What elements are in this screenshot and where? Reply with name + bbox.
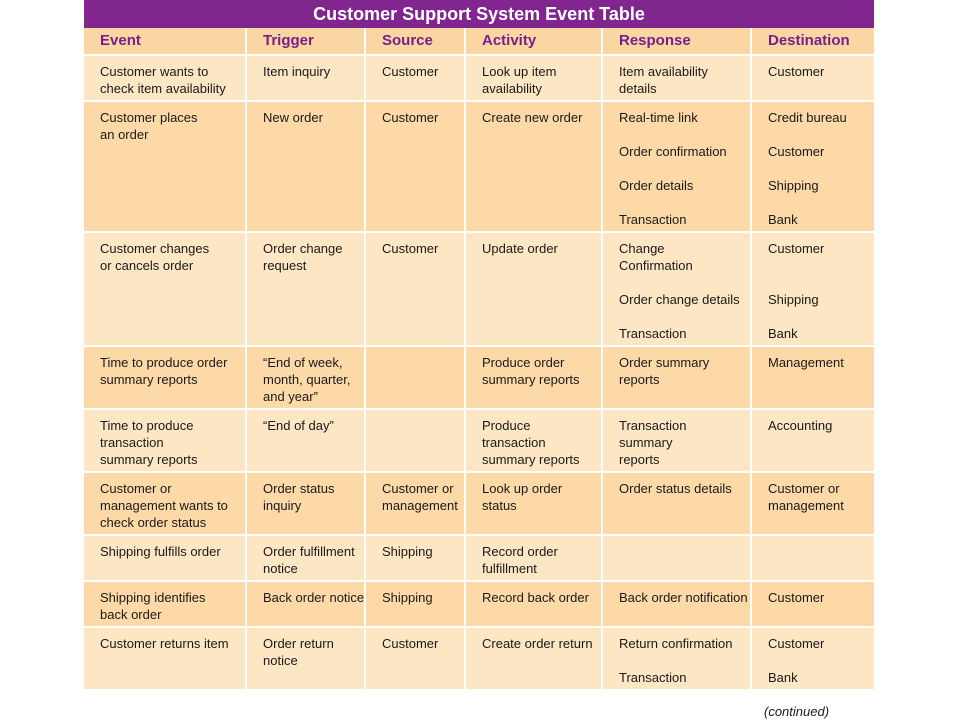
cell-response xyxy=(602,472,751,535)
cell-line: Time to produce xyxy=(100,418,194,433)
cell-line: Create order return xyxy=(482,636,593,651)
cell-trigger xyxy=(246,472,365,535)
cell-line: Customer xyxy=(382,636,439,651)
table-row xyxy=(84,409,874,472)
cell-line: Customer xyxy=(768,144,825,159)
cell-line: Shipping xyxy=(382,544,433,559)
cell-trigger xyxy=(246,409,365,472)
table-row xyxy=(84,346,874,409)
cell-entry xyxy=(619,143,744,160)
cell-source xyxy=(365,101,465,232)
cell-entry xyxy=(768,417,868,468)
cell-line: Customer xyxy=(382,64,439,79)
cell-entry xyxy=(619,177,744,194)
cell-line: Create new order xyxy=(482,110,583,125)
cell-line: Real-time link xyxy=(619,110,698,125)
cell-response xyxy=(602,55,751,101)
cell-line: notice xyxy=(263,653,298,668)
cell-line: Customer places xyxy=(100,110,198,125)
cell-line: Customer or xyxy=(768,481,840,496)
cell-line: availability xyxy=(482,81,542,96)
cell-line: Order return xyxy=(263,636,334,651)
cell-destination xyxy=(751,627,874,690)
table-body xyxy=(84,55,874,690)
cell-line: month, quarter, xyxy=(263,372,351,387)
cell-entry xyxy=(619,669,744,686)
cell-response xyxy=(602,627,751,690)
cell-line: Order fulfillment xyxy=(263,544,355,559)
cell-source xyxy=(365,535,465,581)
cell-line: Customer or xyxy=(382,481,454,496)
cell-activity xyxy=(465,535,602,581)
cell-activity xyxy=(465,409,602,472)
cell-entry xyxy=(768,240,868,274)
cell-entry xyxy=(768,177,868,194)
cell-line: Customer wants to xyxy=(100,64,209,79)
cell-source xyxy=(365,409,465,472)
cell-response xyxy=(602,409,751,472)
cell-entry xyxy=(768,63,868,97)
cell-event xyxy=(84,627,246,690)
cell-entry xyxy=(768,480,868,514)
cell-event xyxy=(84,346,246,409)
cell-source xyxy=(365,581,465,627)
cell-line: Bank xyxy=(768,212,798,227)
cell-destination xyxy=(751,472,874,535)
cell-destination xyxy=(751,346,874,409)
cell-line: Shipping identifies xyxy=(100,590,206,605)
cell-line: and year” xyxy=(263,389,318,404)
cell-line: Transaction xyxy=(619,326,687,341)
cell-line: Back order notice xyxy=(263,590,365,605)
cell-destination xyxy=(751,232,874,346)
cell-event xyxy=(84,581,246,627)
cell-line: Produce xyxy=(482,418,531,433)
cell-response xyxy=(602,101,751,232)
cell-destination xyxy=(751,409,874,472)
cell-activity xyxy=(465,346,602,409)
column-header-response: Response xyxy=(602,28,751,55)
cell-entry xyxy=(619,354,744,388)
cell-trigger xyxy=(246,101,365,232)
cell-line: Customer changes xyxy=(100,241,210,256)
cell-line: Customer xyxy=(382,110,439,125)
table-row xyxy=(84,55,874,101)
cell-line: summary xyxy=(619,435,673,450)
cell-line: Order details xyxy=(619,178,694,193)
cell-response xyxy=(602,346,751,409)
header-row xyxy=(84,28,874,55)
cell-trigger xyxy=(246,232,365,346)
cell-source xyxy=(365,472,465,535)
cell-entry xyxy=(619,211,744,228)
cell-line: Back order notification xyxy=(619,590,748,605)
cell-line: Look up order xyxy=(482,481,563,496)
cell-line: Transaction xyxy=(619,418,687,433)
column-header-destination: Destination xyxy=(751,28,874,55)
table-row xyxy=(84,581,874,627)
cell-entry xyxy=(619,109,744,126)
cell-activity xyxy=(465,627,602,690)
cell-line: Accounting xyxy=(768,418,833,433)
cell-line: reports xyxy=(619,372,660,387)
cell-event xyxy=(84,535,246,581)
table-row xyxy=(84,627,874,690)
cell-entry xyxy=(619,291,744,308)
cell-event xyxy=(84,472,246,535)
cell-line: Management xyxy=(768,355,844,370)
cell-response xyxy=(602,232,751,346)
cell-line: transaction xyxy=(482,435,546,450)
cell-entry xyxy=(619,240,744,274)
cell-event xyxy=(84,409,246,472)
cell-line: Shipping xyxy=(382,590,433,605)
cell-line: Confirmation xyxy=(619,258,693,273)
cell-line: Order status xyxy=(263,481,335,496)
cell-destination xyxy=(751,101,874,232)
cell-line: Shipping xyxy=(768,178,819,193)
cell-line: Customer xyxy=(768,636,825,651)
cell-line: Produce order xyxy=(482,355,565,370)
cell-destination xyxy=(751,55,874,101)
cell-line: “End of week, xyxy=(263,355,343,370)
table-row xyxy=(84,232,874,346)
cell-line: Look up item xyxy=(482,64,557,79)
cell-entry xyxy=(768,325,868,342)
cell-entry xyxy=(619,325,744,342)
cell-entry xyxy=(768,635,868,652)
cell-line: Credit bureau xyxy=(768,110,847,125)
cell-entry xyxy=(768,109,868,126)
cell-line: summary reports xyxy=(100,452,198,467)
cell-line: Order confirmation xyxy=(619,144,727,159)
cell-line: Order status details xyxy=(619,481,732,496)
cell-line: Transaction xyxy=(619,670,687,685)
cell-response xyxy=(602,535,751,581)
cell-activity xyxy=(465,472,602,535)
cell-entry xyxy=(768,589,868,606)
cell-trigger xyxy=(246,627,365,690)
cell-line: Change xyxy=(619,241,665,256)
cell-line: management xyxy=(382,498,458,513)
cell-line: summary reports xyxy=(100,372,198,387)
cell-line: details xyxy=(619,81,657,96)
cell-line: Customer returns item xyxy=(100,636,229,651)
cell-entry xyxy=(768,291,868,308)
cell-line: Transaction xyxy=(619,212,687,227)
cell-line: inquiry xyxy=(263,498,302,513)
cell-line: Order change details xyxy=(619,292,740,307)
cell-line: reports xyxy=(619,452,660,467)
cell-activity xyxy=(465,101,602,232)
cell-entry xyxy=(768,354,868,388)
cell-line: management xyxy=(768,498,844,513)
cell-line: summary reports xyxy=(482,372,580,387)
cell-source xyxy=(365,232,465,346)
table-row xyxy=(84,472,874,535)
cell-line: management wants to xyxy=(100,498,228,513)
cell-entry xyxy=(768,669,868,686)
cell-destination xyxy=(751,535,874,581)
cell-line: Customer xyxy=(382,241,439,256)
event-table xyxy=(84,0,874,691)
cell-trigger xyxy=(246,346,365,409)
event-grid xyxy=(84,28,874,691)
cell-line: summary reports xyxy=(482,452,580,467)
cell-event xyxy=(84,55,246,101)
cell-source xyxy=(365,627,465,690)
cell-entry xyxy=(619,635,744,652)
cell-line: Customer or xyxy=(100,481,172,496)
cell-line: Shipping xyxy=(768,292,819,307)
cell-destination xyxy=(751,581,874,627)
cell-entry xyxy=(619,417,744,468)
cell-line: Time to produce order xyxy=(100,355,228,370)
cell-line: Bank xyxy=(768,326,798,341)
cell-line: Shipping fulfills order xyxy=(100,544,221,559)
cell-entry xyxy=(768,211,868,228)
cell-line: back order xyxy=(100,607,162,622)
cell-entry xyxy=(768,143,868,160)
cell-line: or cancels order xyxy=(100,258,194,273)
cell-line: Item availability xyxy=(619,64,708,79)
cell-line: Customer xyxy=(768,590,825,605)
cell-line: Order summary xyxy=(619,355,710,370)
cell-line: Record back order xyxy=(482,590,589,605)
cell-line: New order xyxy=(263,110,323,125)
cell-line: Customer xyxy=(768,64,825,79)
cell-source xyxy=(365,55,465,101)
cell-line: request xyxy=(263,258,307,273)
cell-entry xyxy=(619,63,744,97)
table-title: Customer Support System Event Table xyxy=(84,0,874,28)
cell-event xyxy=(84,232,246,346)
continued-note: (continued) xyxy=(764,704,830,719)
cell-trigger xyxy=(246,535,365,581)
cell-activity xyxy=(465,581,602,627)
cell-line: Record order xyxy=(482,544,558,559)
cell-line: Customer xyxy=(768,241,825,256)
cell-line: notice xyxy=(263,561,298,576)
column-header-event: Event xyxy=(84,28,246,55)
cell-event xyxy=(84,101,246,232)
cell-response xyxy=(602,581,751,627)
cell-line: check item availability xyxy=(100,81,226,96)
cell-source xyxy=(365,346,465,409)
cell-line: Order change xyxy=(263,241,343,256)
cell-activity xyxy=(465,232,602,346)
cell-line: status xyxy=(482,498,517,513)
cell-activity xyxy=(465,55,602,101)
cell-entry xyxy=(619,480,744,514)
column-header-activity: Activity xyxy=(465,28,602,55)
column-header-trigger: Trigger xyxy=(246,28,365,55)
cell-trigger xyxy=(246,55,365,101)
cell-line: transaction xyxy=(100,435,164,450)
column-header-source: Source xyxy=(365,28,465,55)
cell-line: Item inquiry xyxy=(263,64,331,79)
cell-line: “End of day” xyxy=(263,418,334,433)
cell-line: an order xyxy=(100,127,149,142)
table-row xyxy=(84,101,874,232)
table-row xyxy=(84,535,874,581)
cell-line: Return confirmation xyxy=(619,636,733,651)
cell-trigger xyxy=(246,581,365,627)
cell-line: check order status xyxy=(100,515,207,530)
cell-line: Update order xyxy=(482,241,558,256)
cell-entry xyxy=(619,589,748,606)
cell-line: fulfillment xyxy=(482,561,537,576)
cell-line: Bank xyxy=(768,670,798,685)
